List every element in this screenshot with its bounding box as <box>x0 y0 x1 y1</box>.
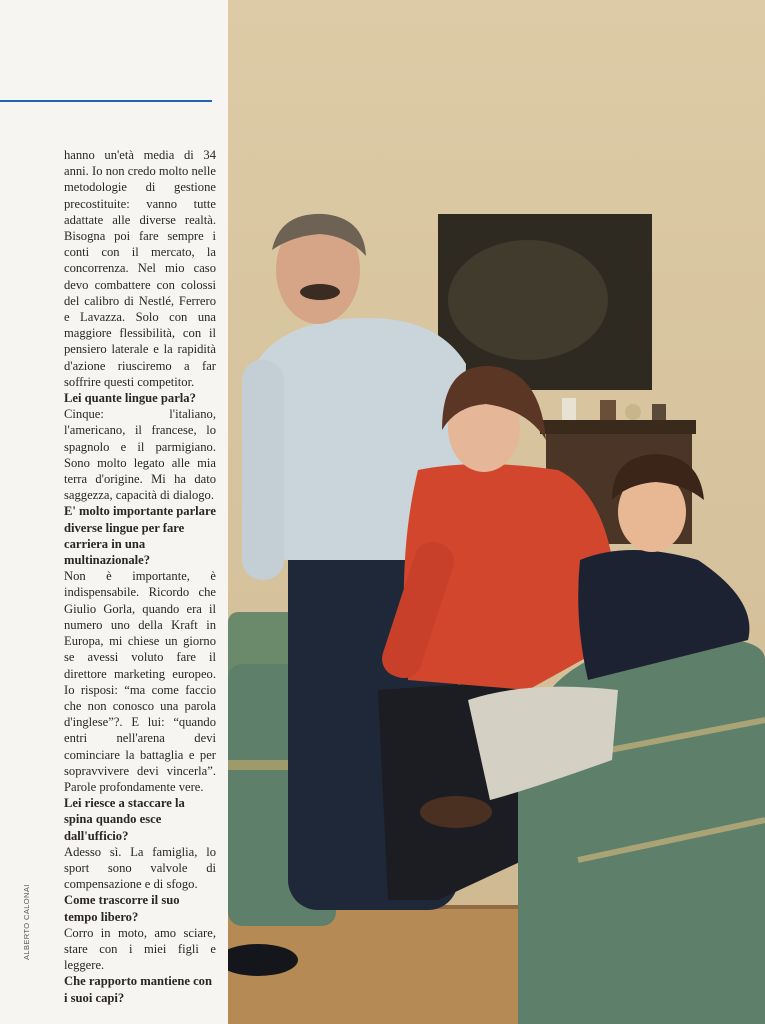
text-column <box>0 0 228 1024</box>
family-photo <box>228 0 765 1024</box>
answer-paragraph: Cinque: l'italiano, l'americano, il francese, lo spagnolo e il parmigiano. Sono molto legato alle mia terra d'origine. Mi ha dato saggezza, capacità di dialogo. <box>64 407 216 503</box>
answer-paragraph: hanno un'età media di 34 anni. Io non credo molto nelle metodologie di gestione precostituite: vanno tutte adattate alle diverse realtà. Bisogna poi fare sempre i conti con il mercato, la concorrenza. Nel mio caso devo combattere con colossi del calibro di Nestlé, Ferrero e Lavazza. Solo con una maggiore flessibilità, con il pensiero laterale e la rapidità d'azione riusciremo a far soffrire questi competitor. <box>64 148 216 389</box>
question-heading: Che rapporto mantiene con i suoi capi? <box>64 974 212 1005</box>
mantel-object <box>625 404 641 420</box>
question-heading: Come trascorre il suo tempo libero? <box>64 893 180 924</box>
answer-paragraph: Corro in moto, amo sciare, stare con i miei figli e leggere. <box>64 925 216 973</box>
father-arm <box>242 360 284 580</box>
son-shoe <box>420 796 492 828</box>
mantel-object <box>652 404 666 420</box>
answer-paragraph: Adesso sì. La famiglia, lo sport sono valvole di compensazione e di sfogo. <box>64 844 216 892</box>
answer-paragraph: Non è importante, è indispensabile. Ricordo che Giulio Gorla, quando era il numero uno della Kraft in Europa, mi chiese un giorno se avessi voluto fare il direttore marketing europeo. Io risposi: “ma come faccio che non conosco una parola d'inglese”?. E lui: “quando entri nell'arena devi cominciare la battaglia e per sopravvivere devi vincerla”. Parole profondamente vere. <box>64 569 216 794</box>
question-heading: Lei riesce a staccare la spina quando esce dall'ufficio? <box>64 796 185 843</box>
painting-landscape <box>448 240 608 360</box>
question-heading: Lei quante lingue parla? <box>64 391 196 406</box>
mantel-object <box>562 398 576 420</box>
fireplace-mantel <box>540 420 696 434</box>
family-portrait-illustration <box>228 0 765 1024</box>
mantel-object <box>600 400 616 420</box>
photo-credit: ALBERTO CALONAI <box>22 884 31 960</box>
blue-rule <box>0 100 212 102</box>
question-heading: E' molto importante parlare diverse lingue per fare carriera in una multinazionale? <box>64 504 216 568</box>
interview-text <box>64 147 216 1006</box>
father-mustache <box>300 284 340 300</box>
